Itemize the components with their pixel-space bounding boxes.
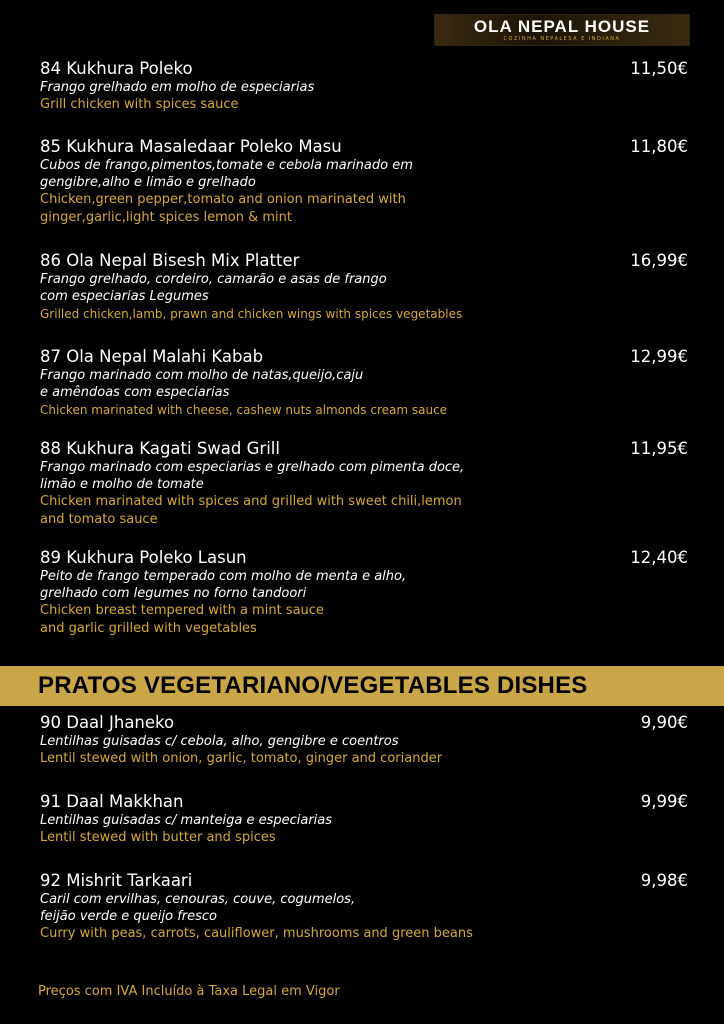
menu-item-description-pt: Lentilhas guisadas c/ cebola, alho, gengibre e coentros xyxy=(40,734,399,749)
logo-name: OLA NEPAL HOUSE xyxy=(473,17,651,36)
menu-item-title: 91 Daal Makkhan xyxy=(40,792,184,811)
menu-item-price: 12,99€ xyxy=(630,347,688,366)
menu-item-description-pt: Frango grelhado em molho de especiarias xyxy=(40,80,315,95)
menu-item-87 xyxy=(40,347,690,419)
menu-item-description-en: Chicken marinated with cheese, cashew nuts almonds cream sauce xyxy=(40,403,448,417)
menu-item-description-pt: Peito de frango temperado com molho de menta e alho, grelhado com legumes no forno tandoori xyxy=(40,569,407,601)
menu-item-price: 12,40€ xyxy=(630,548,688,567)
menu-item-description-en: Curry with peas, carrots, cauliflower, mushrooms and green beans xyxy=(40,926,473,941)
section-header-band xyxy=(0,666,724,706)
menu-item-title: 88 Kukhura Kagati Swad Grill xyxy=(40,439,280,458)
menu-item-description-en: Chicken,green pepper,tomato and onion marinated with ginger,garlic,light spices lemon & mint xyxy=(40,192,406,225)
menu-item-description-pt: Frango grelhado, cordeiro, camarão e asas de frango com especiarias Legumes xyxy=(40,272,387,304)
menu-item-description-pt: Caril com ervilhas, cenouras, couve, cogumelos, feijão verde e queijo fresco xyxy=(40,892,356,924)
menu-item-description-pt: Frango marinado com molho de natas,queijo,caju e amêndoas com especiarias xyxy=(40,368,364,400)
menu-item-price: 11,95€ xyxy=(630,439,688,458)
menu-item-description-en: Lentil stewed with butter and spices xyxy=(40,830,276,845)
menu-item-92 xyxy=(40,871,690,943)
menu-item-description-en: Lentil stewed with onion, garlic, tomato, ginger and coriander xyxy=(40,751,443,766)
menu-item-title: 90 Daal Jhaneko xyxy=(40,713,175,732)
menu-item-84 xyxy=(40,59,690,114)
menu-item-description-en: Chicken marinated with spices and grilled with sweet chili,lemon and tomato sauce xyxy=(40,494,462,527)
menu-item-description-pt: Lentilhas guisadas c/ manteiga e especiarias xyxy=(40,813,333,828)
menu-item-description-pt: Cubos de frango,pimentos,tomate e cebola marinado em gengibre,alho e limão e grelhado xyxy=(40,158,413,190)
menu-item-title: 86 Ola Nepal Bisesh Mix Platter xyxy=(40,251,300,270)
footer-tax-note: Preços com IVA Incluído à Taxa Legal em Vigor xyxy=(38,984,340,999)
menu-item-price: 16,99€ xyxy=(630,251,688,270)
menu-item-price: 9,99€ xyxy=(640,792,688,811)
menu-item-price: 11,80€ xyxy=(630,137,688,156)
menu-item-title: 92 Mishrit Tarkaari xyxy=(40,871,193,890)
menu-item-price: 9,98€ xyxy=(640,871,688,890)
section-title: PRATOS VEGETARIANO/VEGETABLES DISHES xyxy=(38,672,588,699)
menu-item-89 xyxy=(40,548,690,638)
menu-item-description-en: Chicken breast tempered with a mint sauce and garlic grilled with vegetables xyxy=(40,603,324,636)
menu-item-description-en: Grill chicken with spices sauce xyxy=(40,97,239,112)
menu-item-85 xyxy=(40,137,690,227)
menu-item-price: 9,90€ xyxy=(640,713,688,732)
menu-item-description-en: Grilled chicken,lamb, prawn and chicken wings with spices vegetables xyxy=(40,307,463,321)
restaurant-logo xyxy=(434,14,690,46)
menu-item-title: 85 Kukhura Masaledaar Poleko Masu xyxy=(40,137,342,156)
menu-item-91 xyxy=(40,792,690,847)
menu-item-title: 89 Kukhura Poleko Lasun xyxy=(40,548,247,567)
menu-item-title: 87 Ola Nepal Malahi Kabab xyxy=(40,347,264,366)
menu-item-88 xyxy=(40,439,690,529)
menu-item-title: 84 Kukhura Poleko xyxy=(40,59,193,78)
menu-item-description-pt: Frango marinado com especiarias e grelhado com pimenta doce, limão e molho de tomate xyxy=(40,460,465,492)
logo-tagline: COZINHA NEPALESA E INDIANA xyxy=(503,36,621,42)
menu-item-90 xyxy=(40,713,690,768)
menu-item-price: 11,50€ xyxy=(630,59,688,78)
menu-item-86 xyxy=(40,251,690,323)
